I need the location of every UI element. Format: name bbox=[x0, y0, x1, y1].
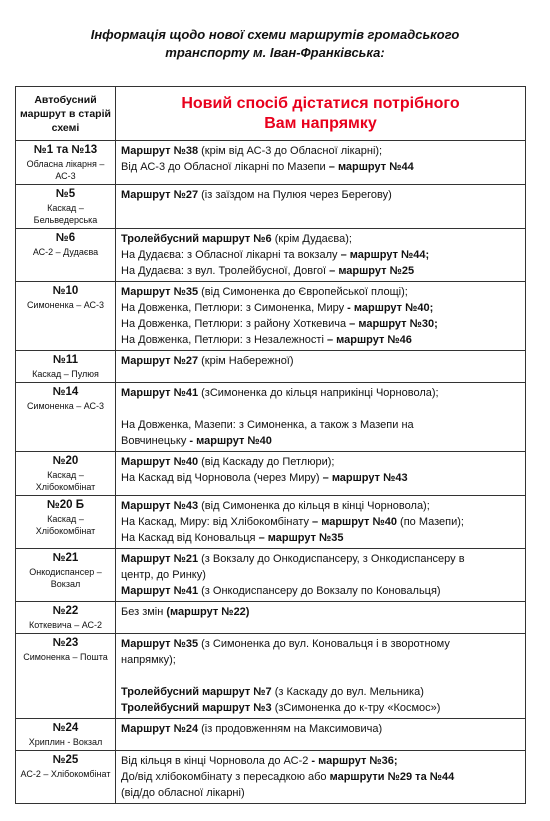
old-route-number: №23 bbox=[52, 637, 79, 649]
route-text: На Довженка, Петлюри: з Незалежності bbox=[121, 334, 327, 346]
route-info-line bbox=[121, 700, 521, 716]
route-text: (з Вокзалу до Онкодиспансеру, з Онкодиспансеру в bbox=[198, 553, 465, 565]
route-highlight: Маршрут №35 bbox=[121, 286, 199, 298]
old-route-number: №14 bbox=[52, 386, 79, 398]
old-route-number: №20 bbox=[52, 455, 79, 467]
old-route-cell bbox=[16, 634, 116, 719]
table-body bbox=[16, 141, 526, 804]
table-row bbox=[16, 549, 526, 602]
route-text: Від АС-3 до Обласної лікарні по Мазепи bbox=[121, 161, 329, 173]
table-row bbox=[16, 634, 526, 719]
routes-table bbox=[15, 86, 526, 804]
table-row bbox=[16, 751, 526, 804]
old-route-number: №1 та №13 bbox=[33, 144, 98, 156]
route-info-line bbox=[121, 785, 521, 801]
table-row bbox=[16, 452, 526, 496]
route-highlight: Маршрут №41 bbox=[121, 585, 199, 597]
old-route-number: №20 Б bbox=[46, 499, 85, 511]
old-route-cell bbox=[16, 719, 116, 751]
table-row bbox=[16, 141, 526, 185]
route-text: напрямку); bbox=[121, 654, 176, 666]
route-info-line bbox=[121, 263, 521, 279]
route-info-line bbox=[121, 604, 521, 620]
table-row bbox=[16, 602, 526, 634]
header-new-way-line-1: Новий спосіб дістатися потрібного bbox=[181, 94, 460, 112]
new-route-cell bbox=[116, 141, 526, 185]
blank-line bbox=[121, 668, 521, 684]
old-route-description: Хриплин - Вокзал bbox=[28, 737, 103, 747]
old-route-cell bbox=[16, 185, 116, 229]
route-highlight: – маршрут №35 bbox=[258, 532, 344, 544]
new-route-cell bbox=[116, 634, 526, 719]
route-text: На Довженка, Петлюри: з Симоненка, Миру bbox=[121, 302, 348, 314]
old-route-cell bbox=[16, 751, 116, 804]
old-route-cell bbox=[16, 141, 116, 185]
route-highlight: Маршрут №35 bbox=[121, 638, 199, 650]
header-new-way-line-2: Вам напрямку bbox=[264, 114, 377, 132]
new-route-cell bbox=[116, 549, 526, 602]
route-highlight: Маршрут №41 bbox=[121, 387, 199, 399]
old-route-number: №24 bbox=[52, 722, 79, 734]
route-text: На Каскад, Миру: від Хлібокомбінату bbox=[121, 516, 313, 528]
route-info-line bbox=[121, 332, 521, 348]
old-route-description: Онкодиспансер – Вокзал bbox=[29, 567, 102, 589]
table-row bbox=[16, 185, 526, 229]
route-info-line bbox=[121, 551, 521, 567]
route-text: На Дудаєва: з вул. Тролейбусної, Довгої bbox=[121, 265, 330, 277]
old-route-cell bbox=[16, 452, 116, 496]
route-text: центр, до Ринку) bbox=[121, 569, 206, 581]
new-route-cell bbox=[116, 496, 526, 549]
old-route-cell bbox=[16, 229, 116, 282]
new-route-cell bbox=[116, 452, 526, 496]
document-title bbox=[0, 26, 550, 62]
old-route-description: Каскад – Пулюя bbox=[32, 369, 99, 379]
route-text: (від/до обласної лікарні) bbox=[121, 787, 245, 799]
old-route-cell bbox=[16, 351, 116, 383]
route-info-line bbox=[121, 498, 521, 514]
route-highlight: Маршрут №24 bbox=[121, 723, 199, 735]
old-route-cell bbox=[16, 602, 116, 634]
route-highlight: - маршрут №36; bbox=[311, 755, 398, 767]
route-info-line bbox=[121, 530, 521, 546]
route-highlight: Тролейбусний маршрут №3 bbox=[121, 702, 272, 714]
route-highlight: – маршрут №43 bbox=[322, 472, 408, 484]
route-info-line bbox=[121, 470, 521, 486]
route-info-line bbox=[121, 514, 521, 530]
table-row bbox=[16, 282, 526, 351]
route-highlight: Маршрут №38 bbox=[121, 145, 199, 157]
route-text: На Довженка, Петлюри: з району Хоткевича bbox=[121, 318, 350, 330]
old-route-cell bbox=[16, 496, 116, 549]
table-row bbox=[16, 719, 526, 751]
new-route-cell bbox=[116, 751, 526, 804]
route-info-line bbox=[121, 567, 521, 583]
route-info-line bbox=[121, 684, 521, 700]
route-text: На Довженка, Мазепи: з Симоненка, а також з Мазепи на bbox=[121, 419, 414, 431]
route-highlight: Тролейбусний маршрут №6 bbox=[121, 233, 272, 245]
old-route-number: №10 bbox=[52, 285, 79, 297]
route-info-line bbox=[121, 231, 521, 247]
old-route-cell bbox=[16, 282, 116, 351]
route-info-line bbox=[121, 159, 521, 175]
old-route-number: №6 bbox=[55, 232, 76, 244]
route-text: (з Онкодиспансеру до Вокзалу по Коновальця) bbox=[198, 585, 441, 597]
table-row bbox=[16, 351, 526, 383]
route-text: Без змін bbox=[121, 606, 167, 618]
route-highlight: Тролейбусний маршрут №7 bbox=[121, 686, 272, 698]
old-route-description: Обласна лікарня – АС-3 bbox=[26, 159, 105, 181]
old-route-description: АС-2 – Дудаєва bbox=[32, 247, 99, 257]
route-info-line bbox=[121, 143, 521, 159]
new-route-cell bbox=[116, 229, 526, 282]
route-text: До/від хлібокомбінату з пересадкою або bbox=[121, 771, 330, 783]
route-text: Вовчинецьку bbox=[121, 435, 190, 447]
old-route-number: №11 bbox=[53, 354, 78, 366]
old-route-cell bbox=[16, 549, 116, 602]
old-route-number: №25 bbox=[52, 754, 79, 766]
title-line-1: Інформація щодо нової схеми маршрутів громадського bbox=[90, 27, 460, 42]
new-route-cell bbox=[116, 185, 526, 229]
blank-line bbox=[121, 401, 521, 417]
old-route-description: Каскад – Хлібокомбінат bbox=[35, 514, 96, 536]
route-highlight: Маршрут №27 bbox=[121, 355, 199, 367]
old-route-description: Симоненка – АС-3 bbox=[26, 300, 105, 310]
route-highlight: – маршрут №46 bbox=[326, 334, 412, 346]
route-info-line bbox=[121, 187, 521, 203]
route-info-line bbox=[121, 583, 521, 599]
old-route-description: Каскад – Хлібокомбінат bbox=[35, 470, 96, 492]
table-row bbox=[16, 383, 526, 452]
old-route-description: Коткевича – АС-2 bbox=[28, 620, 103, 630]
route-info-line bbox=[121, 300, 521, 316]
route-text: (від Симоненка до Європейської площі); bbox=[198, 286, 408, 298]
old-route-description: Симоненка – Пошта bbox=[23, 652, 108, 662]
route-info-line bbox=[121, 417, 521, 433]
route-info-line bbox=[121, 353, 521, 369]
route-info-line bbox=[121, 385, 521, 401]
route-highlight: Маршрут №40 bbox=[121, 456, 199, 468]
old-route-description: АС-2 – Хлібокомбінат bbox=[20, 769, 111, 779]
new-route-cell bbox=[116, 282, 526, 351]
route-text: (по Мазепи); bbox=[397, 516, 464, 528]
route-text: (крім Набережної) bbox=[198, 355, 294, 367]
route-text: (крім Дудаєва); bbox=[271, 233, 352, 245]
route-info-line bbox=[121, 753, 521, 769]
route-info-line bbox=[121, 454, 521, 470]
route-highlight: Маршрут №43 bbox=[121, 500, 199, 512]
route-highlight: – маршрут №25 bbox=[329, 265, 415, 277]
new-route-cell bbox=[116, 383, 526, 452]
route-info-line bbox=[121, 316, 521, 332]
route-info-line bbox=[121, 652, 521, 668]
new-route-cell bbox=[116, 602, 526, 634]
route-text: (із заїздом на Пулюя через Берегову) bbox=[198, 189, 392, 201]
route-text: (з Каскаду до вул. Мельника) bbox=[271, 686, 424, 698]
route-text: (з Симоненка до вул. Коновальця і в зворотному bbox=[198, 638, 450, 650]
new-route-cell bbox=[116, 351, 526, 383]
table-row bbox=[16, 229, 526, 282]
route-text: Від кільця в кінці Чорновола до АС-2 bbox=[121, 755, 312, 767]
route-highlight: - маршрут №40 bbox=[189, 435, 272, 447]
old-route-number: №21 bbox=[52, 552, 79, 564]
route-text: (крім від АС-3 до Обласної лікарні); bbox=[198, 145, 383, 157]
route-text: (від Симоненка до кільця в кінці Чорновола); bbox=[198, 500, 430, 512]
route-text: (зСимоненка до к-тру «Космос») bbox=[271, 702, 441, 714]
old-route-number: №22 bbox=[52, 605, 79, 617]
old-route-number: №5 bbox=[55, 188, 76, 200]
route-highlight: - маршрут №40; bbox=[347, 302, 434, 314]
new-route-cell bbox=[116, 719, 526, 751]
route-text: (із продовженням на Максимовича) bbox=[198, 723, 383, 735]
table-header-row bbox=[16, 87, 526, 141]
old-route-description: Каскад – Бельведерська bbox=[33, 203, 98, 225]
route-text: На Каскад від Коновальця bbox=[121, 532, 259, 544]
route-info-line bbox=[121, 721, 521, 737]
header-old-route: Автобусний маршрут в старій схемі bbox=[16, 87, 116, 141]
route-info-line bbox=[121, 284, 521, 300]
route-highlight: Маршрут №27 bbox=[121, 189, 199, 201]
route-text: На Каскад від Чорновола (через Миру) bbox=[121, 472, 323, 484]
route-highlight: (маршрут №22) bbox=[166, 606, 250, 618]
route-highlight: Маршрут №21 bbox=[121, 553, 199, 565]
route-info-line bbox=[121, 247, 521, 263]
table-row bbox=[16, 496, 526, 549]
route-text: (зСимоненка до кільця наприкінці Чорновола); bbox=[198, 387, 439, 399]
old-route-cell bbox=[16, 383, 116, 452]
route-text: (від Каскаду до Петлюри); bbox=[198, 456, 335, 468]
route-text: На Дудаєва: з Обласної лікарні та вокзалу bbox=[121, 249, 341, 261]
old-route-description: Симоненка – АС-3 bbox=[26, 401, 105, 411]
title-line-2: транспорту м. Іван-Франківська: bbox=[165, 45, 385, 60]
route-highlight: – маршрут №44; bbox=[340, 249, 430, 261]
route-highlight: – маршрут №30; bbox=[349, 318, 438, 330]
route-highlight: – маршрут №40 bbox=[312, 516, 397, 528]
route-highlight: маршрути №29 та №44 bbox=[329, 771, 455, 783]
route-highlight: – маршрут №44 bbox=[328, 161, 414, 173]
route-info-line bbox=[121, 769, 521, 785]
route-info-line bbox=[121, 636, 521, 652]
route-info-line bbox=[121, 433, 521, 449]
header-new-way bbox=[116, 87, 526, 141]
